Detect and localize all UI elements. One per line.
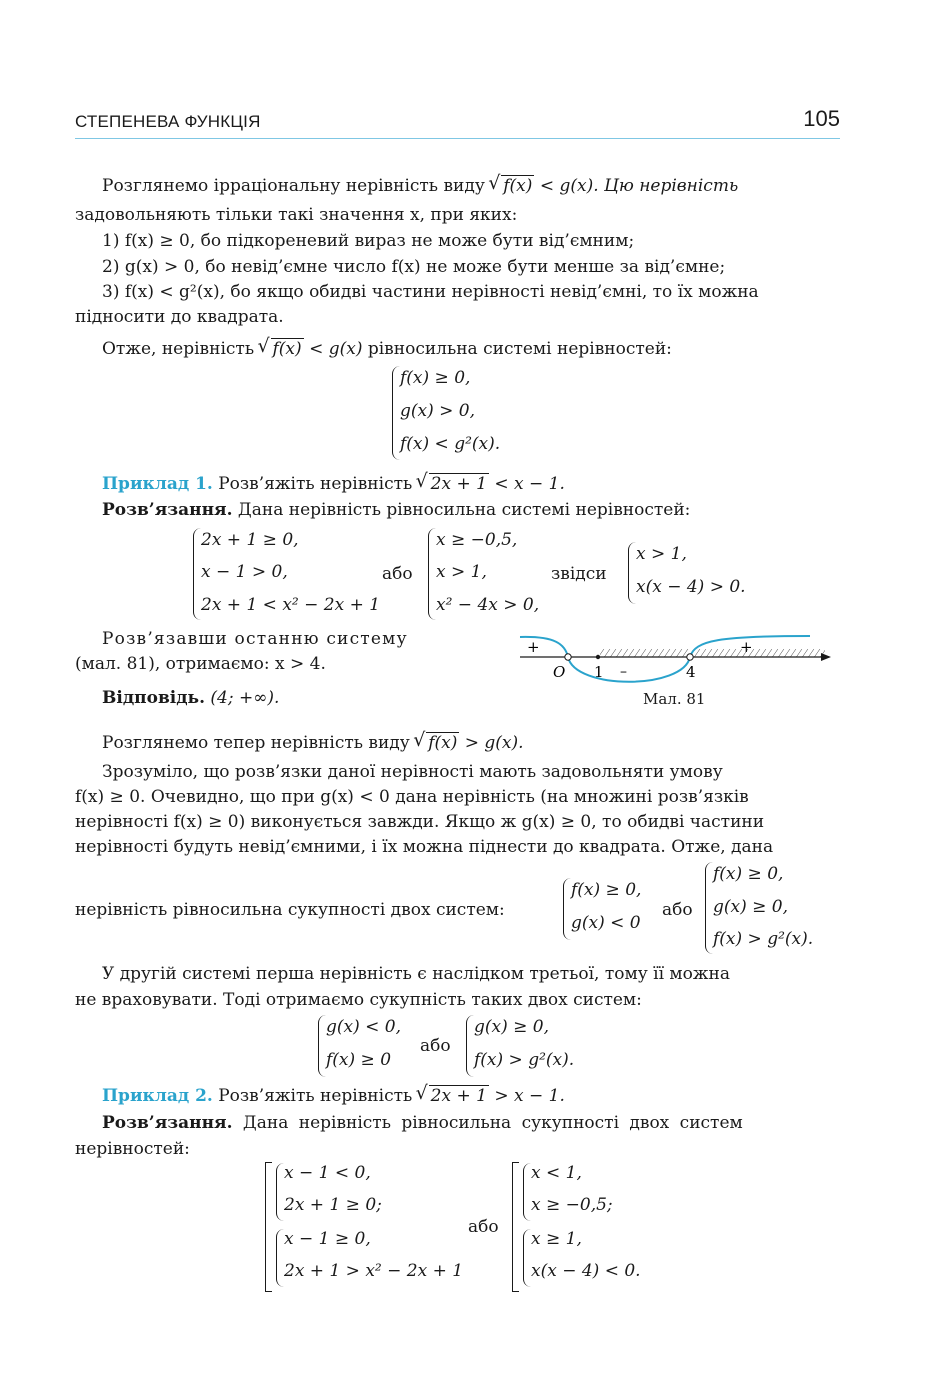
collection-bracket-left [265,1162,272,1292]
p5-system-b: g(x) ≥ 0, f(x) > g²(x). [466,1015,606,1077]
ex2-right-system-1: x < 1, x ≥ −0,5; [523,1163,633,1221]
example-1-system-c: x > 1, x(x − 4) > 0. [628,542,758,604]
example-1-solution: Розв’язання. Дана нерівність рівносильна системі нерівностей: [102,500,691,520]
solution-label: Розв’язання. [102,500,233,520]
equivalence-line [102,337,672,361]
condition-1: 1) f(x) ≥ 0, бо підкореневий вираз не може бути від’ємним; [102,231,635,251]
p4-line-3: нерівності f(x) ≥ 0) виконується завжди. Якщо ж g(x) ≥ 0, то обидві частини [75,812,765,832]
sqrt-expression: √ 2x + 1 [418,472,489,496]
condition-3: 3) f(x) < g²(x), бо якщо обидві частини нерівності невід’ємні, то їх можна [102,282,759,302]
equivalence-mid: < g(x) [309,339,363,359]
second-case-line: Розглянемо тепер нерівність виду √ f(x) > g(x). [102,731,524,755]
p4-line-4: нерівності будуть невід’ємними, і їх можна піднести до квадрата. Отже, дана [75,837,774,857]
example-2-solution-cont: нерівностей: [75,1139,190,1159]
condition-2: 2) g(x) > 0, бо невід’ємне число f(x) не може бути менше за від’ємне; [102,257,726,277]
page-number: 105 [803,106,840,131]
ex2-left-system-2: x − 1 ≥ 0, 2x + 1 > x² − 2x + 1 [276,1229,466,1287]
point-o [565,654,571,660]
or-word: або [468,1217,499,1237]
ex2-right-system-2: x ≥ 1, x(x − 4) < 0. [523,1229,653,1287]
p4-line-2: f(x) ≥ 0. Очевидно, що при g(x) < 0 дана нерівність (на множині розв’язків [75,787,749,807]
page-header [75,108,840,139]
intro-text: Розглянемо ірраціональну нерівність виду [102,176,485,196]
equivalence-end: рівносильна системі нерівностей: [367,339,672,359]
answer-label: Відповідь. [102,688,205,708]
tick-label-4: 4 [686,663,696,681]
example-1-heading: Приклад 1. Розв’яжіть нерівність √ 2x + 1 < x − 1. [102,472,565,496]
or-word: або [662,900,693,920]
tick-label-1: 1 [594,663,604,681]
intro-rest: < g(x). Цю нерівність [539,176,739,196]
plus-right-label: + [740,638,753,656]
solution-label: Розв’язання. [102,1113,233,1133]
example-2-solution: Розв’язання. Дана нерівність рівносильна сукупності двох систем [102,1113,743,1133]
p4-line-1: Зрозуміло, що розв’язки даної нерівності мають задовольняти умову [102,762,723,782]
p4-system-a: f(x) ≥ 0, g(x) < 0 [563,878,658,940]
collection-bracket-right [512,1162,519,1292]
after-text-1: Розв’язавши останню систему [102,629,408,649]
p5-line-1: У другій системі перша нерівність є наслідком третьої, тому її можна [102,964,730,984]
point-4 [687,654,693,660]
system-general-1: f(x) ≥ 0, g(x) > 0, f(x) < g²(x). [392,366,542,462]
figure-caption: Мал. 81 [643,690,706,708]
ex2-left-system-1: x − 1 < 0, 2x + 1 ≥ 0; [276,1163,396,1221]
minus-label: – [620,664,627,680]
example-1-system-b: x ≥ −0,5, x > 1, x² − 4x > 0, [428,528,548,620]
answer-value: (4; +∞). [210,688,280,708]
condition-3-cont: підносити до квадрата. [75,307,284,327]
p4-line-5: нерівність рівносильна сукупності двох систем: [75,900,505,920]
intro-line-1 [102,174,738,198]
whence-word: звідси [551,564,607,584]
figure-81-number-line [515,630,840,690]
sqrt-expression: √ f(x) [260,337,304,361]
p4-system-b: f(x) ≥ 0, g(x) ≥ 0, f(x) > g²(x). [705,862,840,954]
or-word: або [382,564,413,584]
running-title: СТЕПЕНЕВА ФУНКЦІЯ [75,112,261,131]
example-1-answer [102,686,279,710]
hatched-region [600,649,825,657]
point-1 [596,655,600,659]
after-text-2: (мал. 81), отримаємо: x > 4. [75,654,326,674]
example-1-system-a: 2x + 1 ≥ 0, x − 1 > 0, 2x + 1 < x² − 2x + 1 [193,528,373,620]
example-2-label: Приклад 2. [102,1086,213,1106]
plus-left-label: + [527,638,540,656]
or-word: або [420,1036,451,1056]
example-2-heading: Приклад 2. Розв’яжіть нерівність √ 2x + 1 > x − 1. [102,1084,565,1108]
sqrt-expression: √ f(x) [415,731,459,755]
axis-arrow-icon [821,653,831,661]
sqrt-expression: √ 2x + 1 [418,1084,489,1108]
p5-system-a: g(x) < 0, f(x) ≥ 0 [318,1015,418,1077]
origin-label: O [553,663,566,681]
sqrt-expression: √ f(x) [490,174,534,198]
equivalence-text: Отже, нерівність [102,339,255,359]
intro-line-2: задовольняють тільки такі значення x, при яких: [75,205,518,225]
example-1-label: Приклад 1. [102,474,213,494]
p5-line-2: не враховувати. Тоді отримаємо сукупність таких двох систем: [75,990,642,1010]
